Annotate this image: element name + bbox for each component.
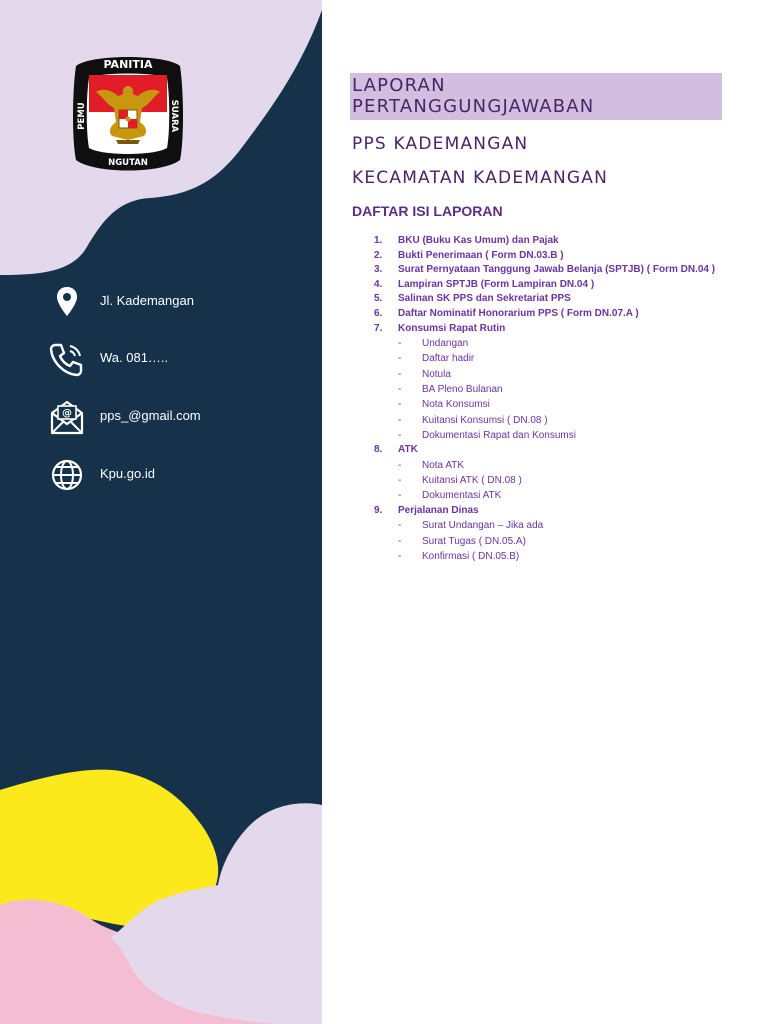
toc-subitem-label: Kuitansi Konsumsi ( DN.08 ) <box>422 414 548 426</box>
toc-item-label: Salinan SK PPS dan Sekretariat PPS <box>398 293 571 305</box>
toc-subitem-label: Dokumentasi ATK <box>422 490 502 502</box>
toc-item-label: Perjalanan Dinas <box>398 504 479 516</box>
toc-subitem-marker: - <box>398 550 402 562</box>
toc-item-number: 9. <box>374 504 383 516</box>
toc-subitem <box>398 367 752 382</box>
toc-subitem <box>398 428 752 443</box>
toc-item <box>352 443 752 503</box>
toc-subitem-label: Dokumentasi Rapat dan Konsumsi <box>422 429 576 441</box>
toc-subitem-marker: - <box>398 520 402 532</box>
toc-item <box>352 322 752 444</box>
toc-item-label: Daftar Nominatif Honorarium PPS ( Form DN.07.A ) <box>398 307 639 319</box>
toc-subitem-marker: - <box>398 338 402 350</box>
toc-subitem <box>398 488 752 503</box>
toc-item-number: 3. <box>374 264 383 276</box>
title-line-2: PERTANGGUNGJAWABAN <box>352 96 595 117</box>
page-title <box>352 75 594 117</box>
sidebar <box>0 0 322 1024</box>
toc-subitem <box>398 458 752 473</box>
toc-item-number: 2. <box>374 249 383 261</box>
toc-item-number: 8. <box>374 444 383 456</box>
toc-subitem-marker: - <box>398 399 402 411</box>
title-line-1: LAPORAN <box>352 75 446 96</box>
toc-subitem <box>398 382 752 397</box>
svg-text:@: @ <box>62 408 72 419</box>
toc-subitem <box>398 397 752 412</box>
toc-subitem-marker: - <box>398 414 402 426</box>
toc-item <box>352 263 752 278</box>
toc-sublist <box>398 458 752 504</box>
contact-address-text: Jl. Kademangan <box>100 293 194 308</box>
toc-subitem-label: BA Pleno Bulanan <box>422 384 503 396</box>
globe-icon <box>48 456 86 494</box>
toc-subitem <box>398 336 752 351</box>
toc-item-number: 1. <box>374 235 383 246</box>
subtitle-pps: PPS KADEMANGAN <box>352 134 529 154</box>
toc-subitem-label: Daftar hadir <box>422 353 475 365</box>
toc-item-label: Bukti Penerimaan ( Form DN.03.B ) <box>398 249 564 261</box>
toc-subitem <box>398 549 752 564</box>
toc-subitem-marker: - <box>398 490 402 502</box>
toc-subitem-label: Kuitansi ATK ( DN.08 ) <box>422 475 522 487</box>
toc-item <box>352 292 752 307</box>
toc-subitem <box>398 473 752 488</box>
logo <box>72 52 184 174</box>
toc-subitem-label: Surat Undangan – Jika ada <box>422 520 544 532</box>
contact-phone-text: Wa. 081….. <box>100 350 169 365</box>
toc-item-label: BKU (Buku Kas Umum) dan Pajak <box>398 235 559 246</box>
toc-subitem-marker: - <box>398 384 402 396</box>
contact-email-text: pps_@gmail.com <box>100 408 201 423</box>
toc-subitem-label: Konfirmasi ( DN.05.B) <box>422 550 520 562</box>
logo-bottom-text: NGUTAN <box>108 158 148 168</box>
toc-subitem-label: Surat Tugas ( DN.05.A) <box>422 535 526 547</box>
location-pin-icon <box>48 283 86 321</box>
contact-website-text: Kpu.go.id <box>100 466 155 481</box>
toc-item-number: 7. <box>374 322 383 334</box>
toc-subitem-marker: - <box>398 368 402 380</box>
logo-left-text: PEMU <box>77 102 87 130</box>
contact-email <box>48 398 308 438</box>
logo-top-text: PANITIA <box>103 58 153 71</box>
toc-subitem-label: Notula <box>422 368 451 380</box>
phone-icon <box>48 340 86 378</box>
toc-item <box>352 278 752 293</box>
toc-subitem-label: Nota ATK <box>422 459 465 471</box>
toc-item-label: ATK <box>398 444 418 456</box>
toc-subitem-marker: - <box>398 429 402 441</box>
toc-subitem-label: Nota Konsumsi <box>422 399 490 411</box>
contact-address <box>48 283 308 323</box>
toc-subitem <box>398 518 752 533</box>
toc-sublist <box>398 518 752 564</box>
toc-subitem <box>398 413 752 428</box>
toc-heading: DAFTAR ISI LAPORAN <box>352 203 503 219</box>
toc-item-label: Surat Pernyataan Tanggung Jawab Belanja (SPTJB) ( Form DN.04 ) <box>398 264 716 276</box>
logo-right-text: SUARA <box>169 99 179 133</box>
toc-item <box>352 234 752 249</box>
toc-subitem <box>398 534 752 549</box>
subtitle-kecamatan: KECAMATAN KADEMANGAN <box>352 168 609 188</box>
toc-item <box>352 249 752 264</box>
toc-item <box>352 307 752 322</box>
toc-subitem-marker: - <box>398 459 402 471</box>
toc-subitem-label: Undangan <box>422 338 469 350</box>
toc-list <box>352 234 752 564</box>
contact-phone <box>48 340 308 380</box>
toc-item-number: 4. <box>374 278 383 290</box>
toc-subitem-marker: - <box>398 353 402 365</box>
toc-subitem-marker: - <box>398 535 402 547</box>
toc-item-label: Lampiran SPTJB (Form Lampiran DN.04 ) <box>398 278 595 290</box>
email-icon <box>48 398 86 436</box>
toc-subitem-marker: - <box>398 475 402 487</box>
toc-item <box>352 504 752 564</box>
main-content <box>322 0 768 1024</box>
toc-item-number: 6. <box>374 307 383 319</box>
toc-item-number: 5. <box>374 293 383 305</box>
toc-item-label: Konsumsi Rapat Rutin <box>398 322 506 334</box>
contact-website <box>48 456 308 496</box>
toc-subitem <box>398 351 752 366</box>
toc-sublist <box>398 336 752 443</box>
